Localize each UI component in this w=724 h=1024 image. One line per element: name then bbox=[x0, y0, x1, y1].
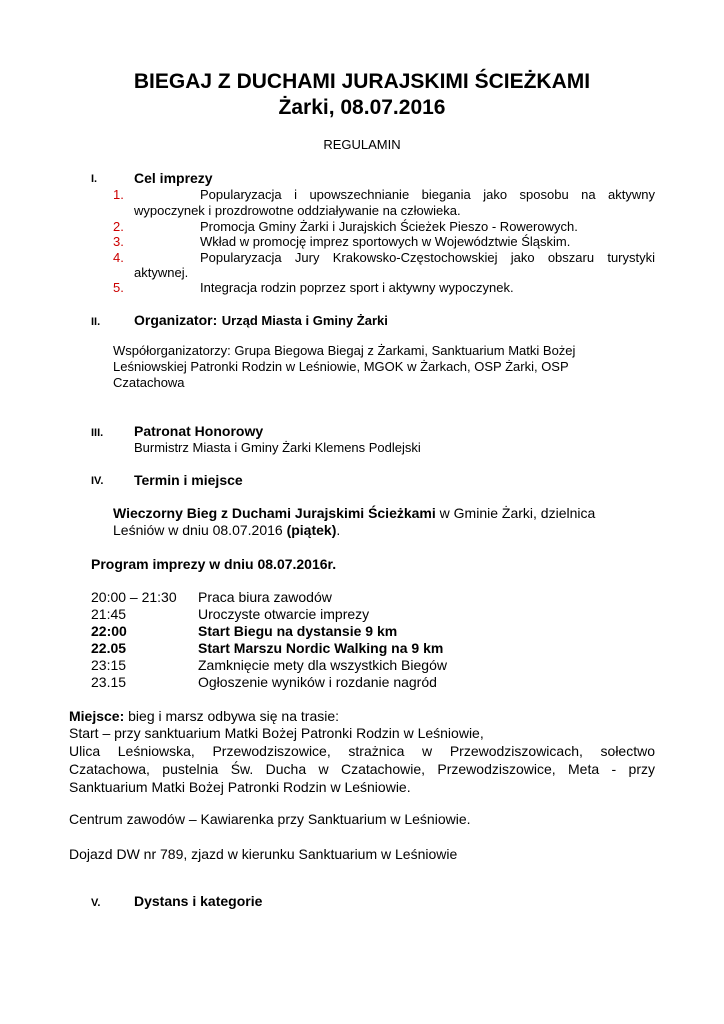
goal-item-number: 5. bbox=[113, 280, 124, 295]
schedule-time: 22.05 bbox=[91, 640, 127, 656]
section4-numeral: IV. bbox=[91, 475, 104, 487]
access-info: Dojazd DW nr 789, zjazd w kierunku Sanktuarium w Leśniowie bbox=[69, 846, 458, 862]
co-organizers-line: Czatachowa bbox=[113, 375, 185, 390]
route-line: Czatachowa, pustelnia Św. Ducha w Czatachowie, Przewodziszowice, Meta - przy bbox=[69, 761, 655, 777]
schedule-desc: Start Marszu Nordic Walking na 9 km bbox=[198, 640, 444, 656]
place-line bbox=[69, 708, 339, 724]
section1-numeral: I. bbox=[91, 173, 98, 185]
schedule-time: 23:15 bbox=[91, 657, 127, 673]
section3-heading: Patronat Honorowy bbox=[134, 423, 264, 439]
doc-title-line1: BIEGAJ Z DUCHAMI JURAJSKIMI ŚCIEŻKAMI bbox=[133, 70, 591, 93]
section5-numeral: V. bbox=[91, 897, 101, 909]
competition-centre: Centrum zawodów – Kawiarenka przy Sanktuarium w Leśniowie. bbox=[69, 811, 471, 827]
goal-item-text-cont: aktywnej. bbox=[134, 265, 189, 280]
route-line: Ulica Leśniowska, Przewodziszowice, strażnica w Przewodziszowicach, sołectwo bbox=[69, 743, 655, 759]
section4-heading: Termin i miejsce bbox=[134, 472, 243, 488]
goal-item-text: Integracja rodzin poprzez sport i aktywny wypoczynek. bbox=[200, 280, 514, 295]
place-label: Miejsce: bbox=[69, 708, 125, 724]
organizer-name: Urząd Miasta i Gminy Żarki bbox=[221, 313, 388, 328]
section1-heading: Cel imprezy bbox=[134, 170, 213, 186]
section2-heading: Organizator: bbox=[134, 312, 218, 328]
event-description-line1 bbox=[113, 505, 595, 521]
schedule-time: 21:45 bbox=[91, 606, 127, 622]
co-organizers-line: Współorganizatorzy: Grupa Biegowa Biegaj z Żarkami, Sanktuarium Matki Bożej bbox=[113, 343, 576, 358]
schedule-desc: Praca biura zawodów bbox=[198, 589, 332, 605]
schedule-time: 20:00 – 21:30 bbox=[91, 589, 177, 605]
doc-subtitle: REGULAMIN bbox=[323, 137, 401, 152]
section3-numeral: III. bbox=[91, 427, 104, 439]
event-weekday: (piątek) bbox=[286, 522, 337, 538]
co-organizers-line: Leśniowskiej Patronki Rodzin w Leśniowie, MGOK w Żarkach, OSP Żarki, OSP bbox=[113, 359, 569, 374]
route-line: Start – przy sanktuarium Matki Bożej Patronki Rodzin w Leśniowie, bbox=[69, 725, 484, 741]
goal-item-number: 2. bbox=[113, 219, 124, 234]
event-date: Leśniów w dniu 08.07.2016 bbox=[113, 522, 287, 538]
section2-numeral: II. bbox=[91, 316, 101, 328]
section2-heading-row bbox=[134, 312, 388, 330]
goal-item-text: Popularyzacja i upowszechnianie biegania jako sposobu na aktywny bbox=[200, 187, 655, 202]
schedule-desc: Ogłoszenie wyników i rozdanie nagród bbox=[198, 674, 437, 690]
section5-heading: Dystans i kategorie bbox=[134, 893, 263, 909]
goal-item-text: Popularyzacja Jury Krakowsko-Częstochowskiej jako obszaru turystyki bbox=[200, 250, 655, 265]
event-period: . bbox=[336, 522, 341, 538]
program-heading: Program imprezy w dniu 08.07.2016r. bbox=[91, 556, 337, 572]
goal-item-number: 3. bbox=[113, 234, 124, 249]
goal-item-number: 4. bbox=[113, 250, 124, 265]
goal-item-text: Wkład w promocję imprez sportowych w Województwie Śląskim. bbox=[200, 234, 571, 249]
place-text: bieg i marsz odbywa się na trasie: bbox=[124, 708, 340, 724]
event-description-line2 bbox=[113, 522, 340, 538]
goal-item-text: Promocja Gminy Żarki i Jurajskich Ścieżek Pieszo - Rowerowych. bbox=[200, 219, 578, 234]
schedule-desc: Start Biegu na dystansie 9 km bbox=[198, 623, 398, 639]
schedule-time: 22:00 bbox=[91, 623, 127, 639]
schedule-desc: Uroczyste otwarcie imprezy bbox=[198, 606, 370, 622]
event-location: w Gminie Żarki, dzielnica bbox=[435, 505, 596, 521]
route-line: Sanktuarium Matki Bożej Patronki Rodzin w Leśniowie. bbox=[69, 779, 411, 795]
event-name: Wieczorny Bieg z Duchami Jurajskimi Ścieżkami bbox=[113, 505, 436, 521]
patron-name: Burmistrz Miasta i Gminy Żarki Klemens Podlejski bbox=[134, 440, 421, 455]
goal-item-text-cont: wypoczynek i prozdrowotne oddziaływanie na człowieka. bbox=[134, 203, 461, 218]
goal-item-number: 1. bbox=[113, 187, 124, 202]
schedule-time: 23.15 bbox=[91, 674, 127, 690]
doc-title-line2: Żarki, 08.07.2016 bbox=[278, 96, 446, 119]
schedule-desc: Zamknięcie mety dla wszystkich Biegów bbox=[198, 657, 447, 673]
